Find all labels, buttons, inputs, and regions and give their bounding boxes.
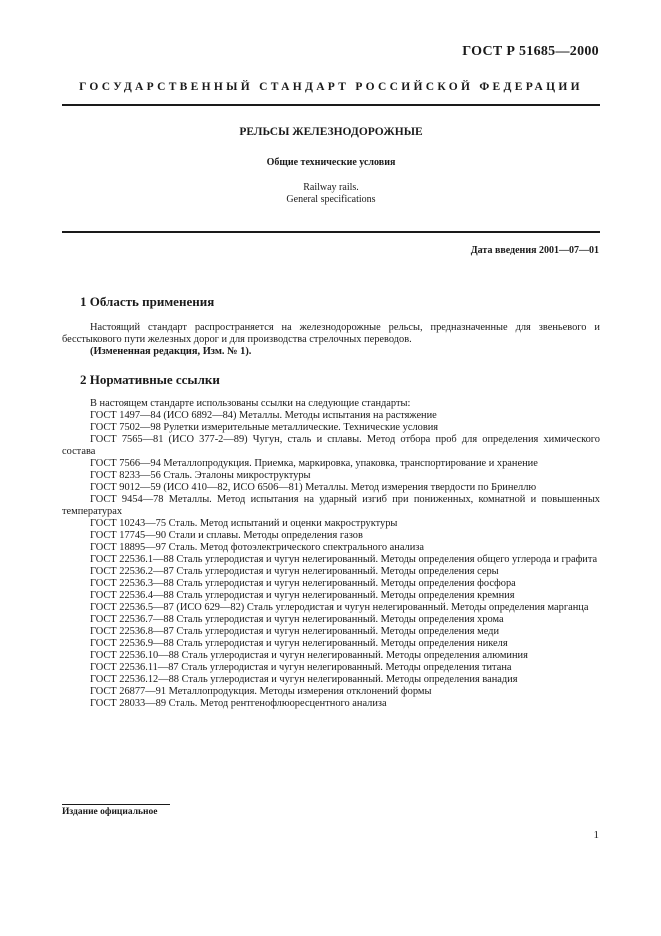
- reference-item: ГОСТ 22536.8—87 Сталь углеродистая и чугун нелегированный. Методы определения меди: [90, 626, 500, 637]
- reference-item: ГОСТ 22536.9—88 Сталь углеродистая и чугун нелегированный. Методы определения никеля: [90, 638, 508, 649]
- english-title: [62, 182, 600, 206]
- english-title-line-2: General specifications: [286, 194, 376, 205]
- section-1-body: [62, 322, 600, 358]
- reference-item: ГОСТ 9454—78 Металлы. Метод испытания на ударный изгиб при пониженных, комнатной и повышенных температурах: [62, 494, 600, 517]
- reference-item: ГОСТ 22536.10—88 Сталь углеродистая и чугун нелегированный. Методы определения алюминия: [90, 650, 528, 661]
- references-list: [62, 398, 600, 710]
- footer-divider: [62, 804, 170, 805]
- state-standard-heading: ГОСУДАРСТВЕННЫЙ СТАНДАРТ РОССИЙСКОЙ ФЕДЕРАЦИИ: [79, 81, 583, 93]
- reference-item: ГОСТ 22536.11—87 Сталь углеродистая и чугун нелегированный. Методы определения титана: [90, 662, 512, 673]
- reference-item: ГОСТ 1497—84 (ИСО 6892—84) Металлы. Методы испытания на растяжение: [90, 410, 437, 421]
- page-number: 1: [593, 829, 599, 841]
- top-divider: [62, 104, 600, 106]
- title-divider: [62, 231, 600, 233]
- reference-item: ГОСТ 18895—97 Сталь. Метод фотоэлектрического спектрального анализа: [90, 542, 425, 553]
- intro-date: Дата введения 2001—07—01: [470, 245, 599, 256]
- reference-item: ГОСТ 22536.7—88 Сталь углеродистая и чугун нелегированный. Методы определения хрома: [90, 614, 504, 625]
- reference-item: ГОСТ 22536.3—88 Сталь углеродистая и чугун нелегированный. Методы определения фосфора: [90, 578, 516, 589]
- standard-code: ГОСТ Р 51685—2000: [462, 44, 599, 59]
- reference-item: ГОСТ 8233—56 Сталь. Эталоны микроструктуры: [90, 470, 311, 481]
- reference-item: ГОСТ 22536.4—88 Сталь углеродистая и чугун нелегированный. Методы определения кремния: [90, 590, 515, 601]
- reference-item: ГОСТ 7566—94 Металлопродукция. Приемка, маркировка, упаковка, транспортирование и хранение: [90, 458, 538, 469]
- reference-item: ГОСТ 22536.2—87 Сталь углеродистая и чугун нелегированный. Методы определения серы: [90, 566, 499, 577]
- reference-item: ГОСТ 28033—89 Сталь. Метод рентгенофлюоресцентного анализа: [90, 698, 387, 709]
- reference-item: ГОСТ 9012—59 (ИСО 410—82, ИСО 6506—81) Металлы. Метод измерения твердости по Бринеллю: [90, 482, 537, 493]
- reference-item: ГОСТ 10243—75 Сталь. Метод испытаний и оценки макроструктуры: [90, 518, 398, 529]
- references-intro: В настоящем стандарте использованы ссылки на следующие стандарты:: [90, 398, 411, 409]
- reference-item: ГОСТ 7565—81 (ИСО 377-2—89) Чугун, сталь и сплавы. Метод отбора проб для определения химического состава: [62, 434, 600, 457]
- section-2-heading: 2 Нормативные ссылки: [80, 372, 220, 387]
- section-1-paragraph: Настоящий стандарт распространяется на железнодорожные рельсы, предназначенные для звеньевого и бесстыкового пути железных дорог и для производства стрелочных переводов.: [62, 322, 600, 345]
- reference-item: ГОСТ 22536.1—88 Сталь углеродистая и чугун нелегированный. Методы определения общего углерода и графита: [90, 554, 598, 565]
- reference-item: ГОСТ 22536.5—87 (ИСО 629—82) Сталь углеродистая и чугун нелегированный. Методы определения марганца: [90, 602, 589, 613]
- section-1-edition-note: (Измененная редакция, Изм. № 1).: [90, 346, 252, 357]
- section-1-heading: 1 Область применения: [80, 294, 215, 309]
- reference-item: ГОСТ 22536.12—88 Сталь углеродистая и чугун нелегированный. Методы определения ванадия: [90, 674, 518, 685]
- reference-item: ГОСТ 17745—90 Стали и сплавы. Методы определения газов: [90, 530, 363, 541]
- document-subtitle: Общие технические условия: [266, 157, 396, 168]
- reference-item: ГОСТ 7502—98 Рулетки измерительные металлические. Технические условия: [90, 422, 439, 433]
- reference-item: ГОСТ 26877—91 Металлопродукция. Методы измерения отклонений формы: [90, 686, 432, 697]
- english-title-line-1: Railway rails.: [303, 182, 359, 193]
- document-title: РЕЛЬСЫ ЖЕЛЕЗНОДОРОЖНЫЕ: [239, 126, 423, 138]
- edition-label: Издание официальное: [62, 807, 158, 817]
